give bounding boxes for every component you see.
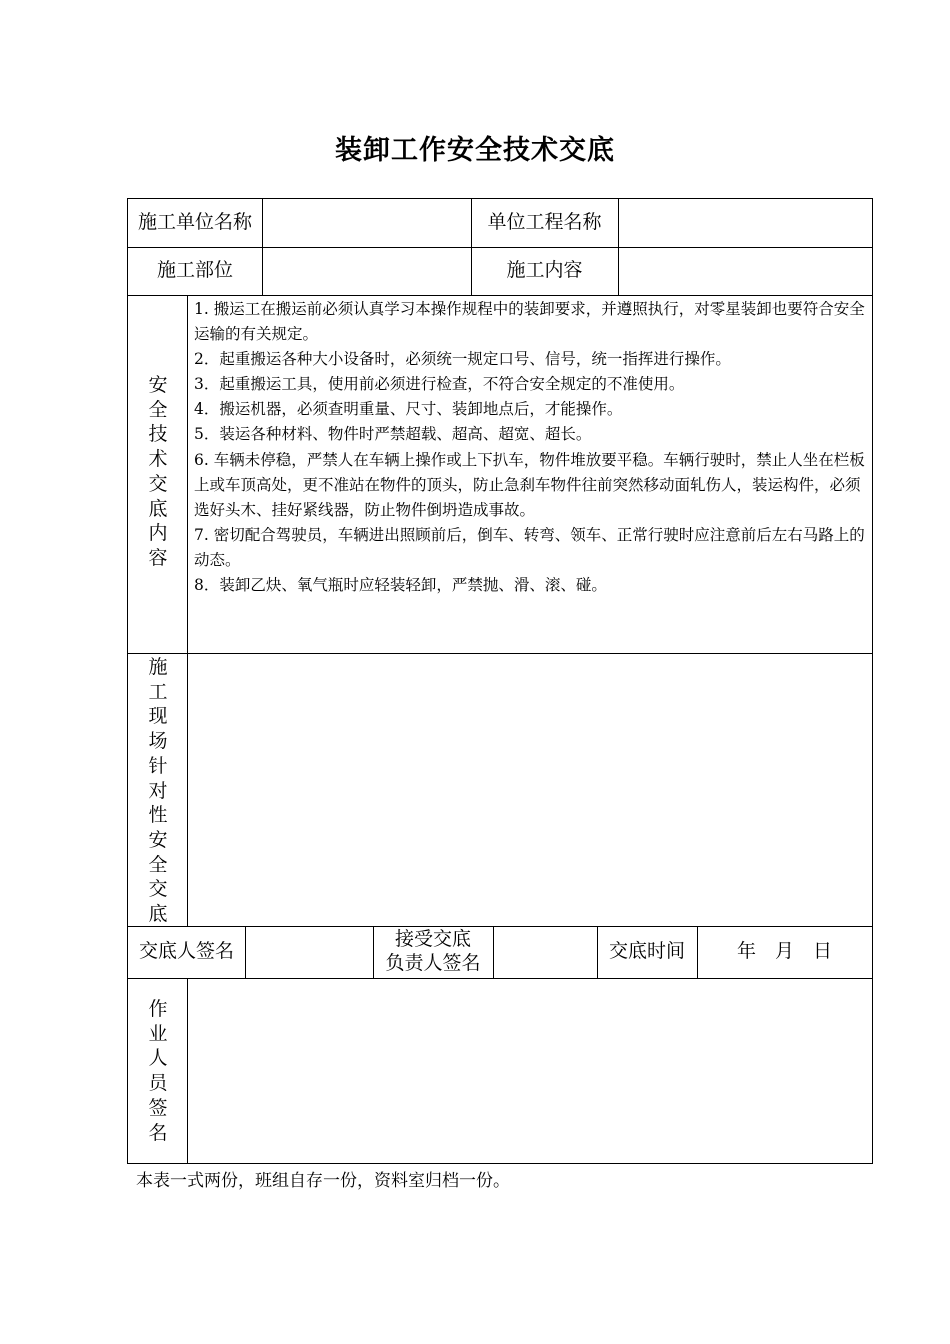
- construction-unit-field[interactable]: [262, 199, 471, 247]
- safety-item-4: 4．搬运机器，必须查明重量、尺寸、装卸地点后，才能操作。: [194, 400, 623, 419]
- receiver-signature-label: [373, 926, 493, 978]
- construction-part-field[interactable]: [262, 247, 471, 295]
- safety-briefing-form: [127, 198, 873, 1164]
- construction-part-label: 施工部位: [156, 259, 233, 282]
- construction-unit-label: 施工单位名称: [137, 211, 252, 234]
- safety-item-6: 6. 车辆未停稳，严禁人在车辆上操作或上下扒车，物件堆放要平稳。车辆行驶时，禁止人坐在栏板上或车顶高处，更不准站在物件的顶头，防止急刹车物件往前突然移动面轧伤人，装运构件，必须选好头木、挂好紧线器，防止物件倒坍造成事故。: [194, 450, 865, 519]
- col-divider-safety: [187, 295, 188, 653]
- briefer-signature-field[interactable]: [245, 926, 373, 978]
- safety-item-3: 3．起重搬运工具，使用前必须进行检查，不符合安全规定的不准使用。: [194, 375, 685, 394]
- site-section-field[interactable]: [188, 654, 872, 926]
- briefing-time-label: 交底时间: [608, 940, 685, 963]
- construction-content-field[interactable]: [618, 247, 872, 295]
- construction-content-label: 施工内容: [506, 259, 583, 282]
- briefing-date-field[interactable]: 年 月 日: [736, 940, 832, 963]
- document-title: 装卸工作安全技术交底: [335, 135, 615, 166]
- safety-items-list: [194, 297, 866, 598]
- safety-item-8: 8．装卸乙炔、氧气瓶时应轻装轻卸，严禁抛、滑、滚、碰。: [194, 576, 607, 595]
- briefer-signature-label: 交底人签名: [138, 940, 234, 963]
- safety-item-2: 2．起重搬运各种大小设备时，必须统一规定口号、信号，统一指挥进行操作。: [194, 350, 731, 369]
- receiver-signature-field[interactable]: [493, 926, 597, 978]
- footer-note: 本表一式两份，班组自存一份，资料室归档一份。: [136, 1171, 510, 1191]
- safety-item-5: 5．装运各种材料、物件时严禁超载、超高、超宽、超长。: [194, 425, 592, 444]
- workers-section-label: 作业人员签名: [148, 998, 168, 1144]
- receiver-signature-label-line2: 负责人签名: [385, 952, 481, 974]
- receiver-signature-label-line1: 接受交底: [394, 928, 471, 951]
- site-section-label: 施工现场针对性安全交底: [148, 656, 168, 926]
- project-name-label: 单位工程名称: [487, 211, 602, 234]
- safety-item-7: 7. 密切配合驾驶员，车辆进出照顾前后，倒车、转弯、领车、正常行驶时应注意前后左右马路上的动态。: [194, 525, 865, 569]
- safety-item-1: 1. 搬运工在搬运前必须认真学习本操作规程中的装卸要求，并遵照执行，对零星装卸也要符合安全运输的有关规定。: [194, 300, 865, 344]
- row-divider-2: [128, 295, 872, 296]
- safety-section-label: 安全技术交底内容: [148, 374, 168, 569]
- project-name-field[interactable]: [618, 199, 872, 247]
- workers-signature-field[interactable]: [188, 979, 872, 1163]
